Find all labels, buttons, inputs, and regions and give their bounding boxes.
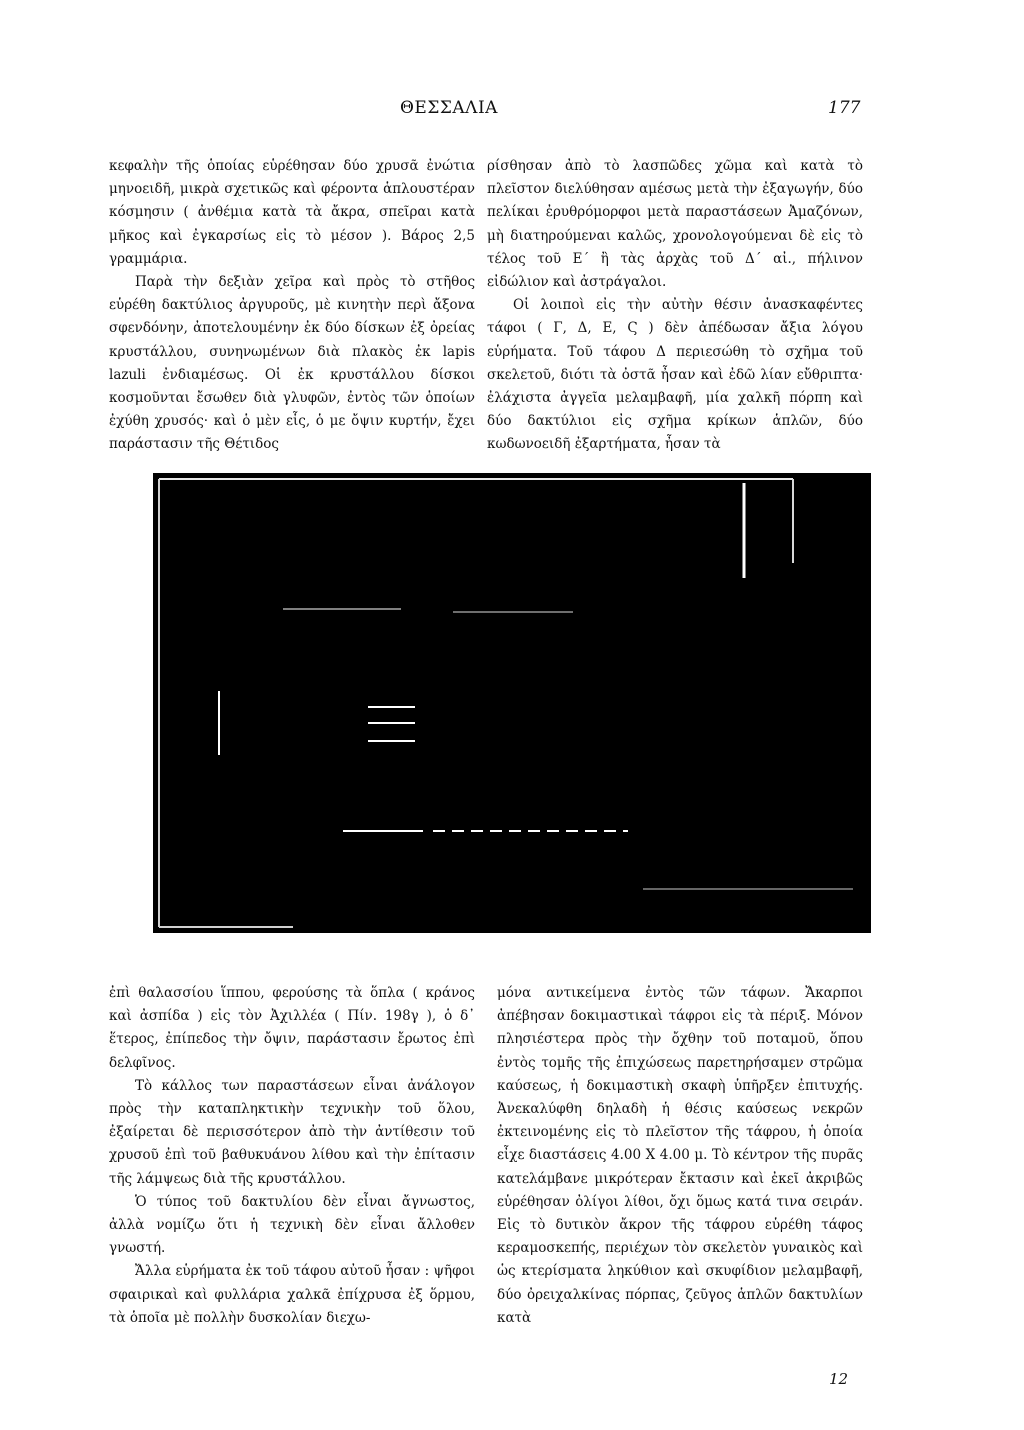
photograph-plate: [153, 473, 871, 933]
text-column-bottom-left: [109, 982, 475, 1330]
paragraph: Οἱ λοιποὶ εἰς τὴν αὐτὴν θέσιν ἀνασκαφέντες τάφοι ( Γ, Δ, Ε, Ϛ ) δὲν ἀπέδωσαν ἄξια λόγου εὑρήματα. Τοῦ τάφου Δ περιεσώθη τὸ σχῆμα τοῦ σκελετοῦ, διότι τὰ ὀστᾶ ἦσαν καὶ ἐδῶ λίαν εὔθριπτα· ἐλάχιστα ἀγγεῖα μελαμβαφῆ, μία χαλκῆ πόρπη καὶ δύο δακτύλιοι εἰς σχῆμα κρίκων ἁπλῶν, δύο κωδωνοειδῆ ἐξαρτήματα, ἦσαν τὰ: [487, 297, 863, 453]
paragraph: Παρὰ τὴν δεξιὰν χεῖρα καὶ πρὸς τὸ στῆθος εὑρέθη δακτύλιος ἀργυροῦς, μὲ κινητὴν περὶ ἄξονα σφενδόνην, ἀποτελουμένην ἐκ δύο δίσκων ἐξ ὀρείας κρυστάλλου, συνηνωμένων διὰ πλακὸς ἐκ lapis lazuli ἐνδιαμέσως. Οἱ ἐκ κρυστάλλου δίσκοι κοσμοῦνται ἔσωθεν διὰ γλυφῶν, ἐντὸς τῶν ὁποίων ἐχύθη χρυσός· καὶ ὁ μὲν εἷς, ὁ με ὄψιν κυρτήν, ἔχει παράστασιν τῆς Θέτιδος: [109, 274, 475, 453]
paragraph: ἐπὶ θαλασσίου ἵππου, φερούσης τὰ ὅπλα ( κράνος καὶ ἀσπίδα ) εἰς τὸν Ἀχιλλέα ( Πίν. 198γ ), ὁ δ᾽ ἕτερος, ἐπίπεδος τὴν ὄψιν, παράστασιν ἔρωτος ἐπὶ δελφῖνος.: [109, 985, 475, 1071]
text-column-bottom-right: [497, 982, 863, 1330]
paragraph: Ἄλλα εὑρήματα ἐκ τοῦ τάφου αὐτοῦ ἦσαν : ψῆφοι σφαιρικαὶ καὶ φυλλάρια χαλκᾶ ἐπίχρυσα ἐξ ὅρμου, τὰ ὁποῖα μὲ πολλὴν δυσκολίαν διεχω-: [109, 1263, 475, 1326]
page-number: 177: [828, 98, 861, 118]
paragraph: κεφαλὴν τῆς ὁποίας εὑρέθησαν δύο χρυσᾶ ἐνώτια μηνοειδῆ, μικρὰ σχετικῶς καὶ φέροντα ἁπλουστέραν κόσμησιν ( ἀνθέμια κατὰ τὰ ἄκρα, σπεῖραι κατὰ μῆκος καὶ ἐγκαρσίως εἰς τὸ μέσον ). Βάρος 2,5 γραμμάρια.: [109, 158, 475, 267]
paragraph: μόνα αντικείμενα ἐντὸς τῶν τάφων. Ἄκαρποι ἀπέβησαν δοκιμαστικαὶ τάφροι εἰς τὰ πέριξ. Μόνον πλησιέστερα πρὸς τὴν ὄχθην τοῦ ποταμοῦ, ὅπου ἐντὸς τομῆς τῆς ἐπιχώσεως παρετηρήσαμεν στρῶμα καύσεως, ἡ δοκιμαστικὴ σκαφὴ ὑπῆρξεν ἐπιτυχής. Ἀνεκαλύφθη δηλαδὴ ἡ θέσις καύσεως νεκρῶν ἐκτεινομένης εἰς τὸ πλεῖστον τῆς τάφρου, ἡ ὁποία εἶχε διαστάσεις 4.00 Χ 4.00 μ. Τὸ κέντρον τῆς πυρᾶς κατελάμβανε μικρότεραν ἔκτασιν καὶ ἐκεῖ ἀκριβῶς εὑρέθησαν ὀλίγοι λίθοι, ὄχι ὅμως κατά τινα σειράν. Εἰς τὸ δυτικὸν ἄκρον τῆς τάφρου εὑρέθη τάφος κεραμοσκεπής, περιέχων τὸν σκελετὸν γυναικὸς καὶ ὡς κτερίσματα ληκύθιον καὶ σκυφίδιον μελαμβαφῆ, δύο ὀρειχαλκίνας πόρπας, ζεῦγος ἁπλῶν δακτυλίων κατὰ: [497, 985, 863, 1326]
page-header: [0, 98, 1024, 128]
text-column-top-right: [487, 155, 863, 457]
photograph-artifacts: [153, 473, 871, 933]
paragraph: Ὁ τύπος τοῦ δακτυλίου δὲν εἶναι ἄγνωστος, ἀλλὰ νομίζω ὅτι ἡ τεχνικὴ δὲν εἶναι ἄλλοθεν γνωστή.: [109, 1193, 475, 1257]
paragraph: ρίσθησαν ἀπὸ τὸ λασπῶδες χῶμα καὶ κατὰ τὸ πλεῖστον διελύθησαν αμέσως μετὰ τὴν ἐξαγωγήν, δύο πελίκαι ἐρυθρόμορφοι μετὰ παραστάσεων Ἀμαζόνων, μὴ διατηρούμεναι καλῶς, χρονολογούμεναι δὲ εἰς τὸ τέλος τοῦ Ε΄ ἢ τὰς ἀρχὰς τοῦ Δ΄ αἰ., πήλινον εἰδώλιον καὶ ἀστράγαλοι.: [487, 158, 863, 291]
text-column-top-left: [109, 155, 475, 457]
paragraph: Τὸ κάλλος των παραστάσεων εἶναι ἀνάλογον πρὸς τὴν καταπληκτικὴν τεχνικὴν τοῦ ὅλου, ἐξαίρεται δὲ περισσότερον ἀπὸ τὴν ἀντίθεσιν τοῦ χρυσοῦ ἐπὶ τοῦ βαθυκυάνου λίθου καὶ τὴν ἐπίτασιν τῆς λάμψεως διὰ τῆς κρυστάλλου.: [109, 1077, 475, 1187]
running-title: ΘΕΣΣΑΛΙΑ: [400, 98, 498, 118]
folio-number: 12: [829, 1370, 849, 1388]
